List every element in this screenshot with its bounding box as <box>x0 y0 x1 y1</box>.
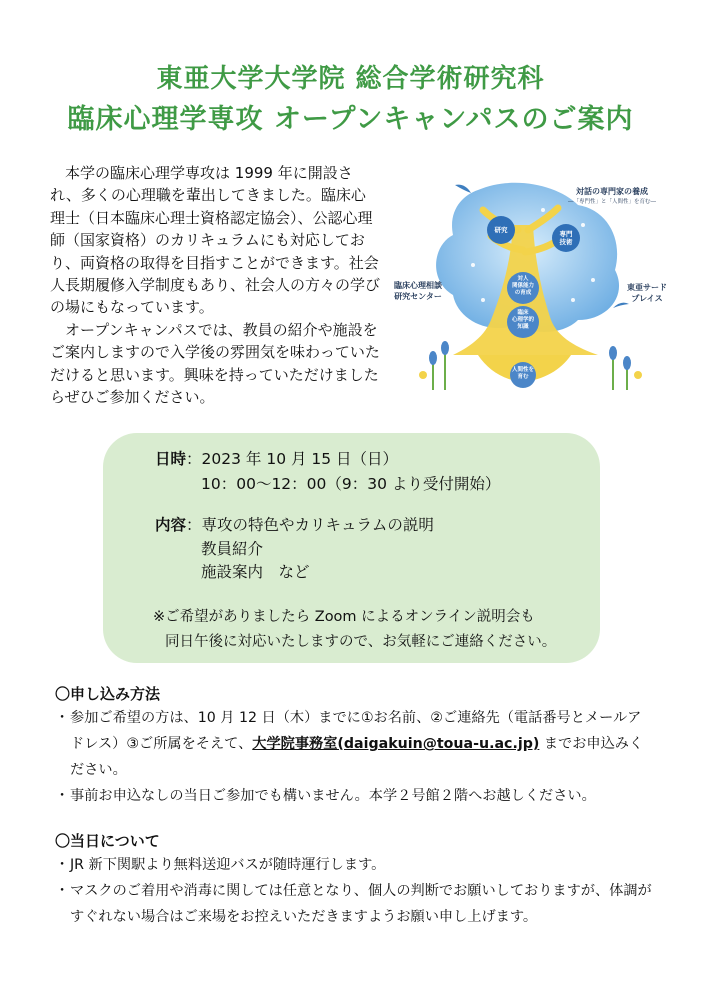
illus-trunk-3: の育成 <box>514 290 532 296</box>
event-content-1: 専攻の特色やカリキュラムの説明 <box>201 516 434 534</box>
illus-trunk-2: 関係能力 <box>511 283 534 289</box>
illus-root-bubble <box>509 367 537 381</box>
event-date-label: 日時 <box>155 450 187 468</box>
office-email-link[interactable]: 大学院事務室(daigakuin@toua-u.ac.jp) <box>252 736 540 752</box>
illus-trunk-4: 臨床 <box>517 310 529 316</box>
intro-paragraph-1-text: 本学の臨床心理学専攻は 1999 年に開設され、多くの心理職を輩出してきました。臨床心理士（日本臨床心理士資格認定協会）、公認心理師（国家資格）のカリキュラムにも対応しており、両資格の取得を目指すことができます。社会人長期履修入学制度もあり、社会人の方々の学びの場にもなっています。 <box>50 164 381 317</box>
application-bullet-1-before: 参加ご希望の方は、10 月 12 日（木）までに①お名前、②ご連絡先（電話番号とメールアドレス）③ご所属をそえて、 <box>70 710 642 752</box>
event-content-2: 教員紹介 <box>201 540 264 558</box>
event-content-row: 内容：専攻の特色やカリキュラムの説明 <box>155 516 434 534</box>
illus-trunk-upper <box>505 276 541 297</box>
application-bullet-2: ・ 事前お申込なしの当日ご参加でも構いません。本学２号館２階へお越しください。 <box>55 783 655 809</box>
page-title-line2: 臨床心理学専攻 オープンキャンパスのご案内 <box>67 104 634 135</box>
illus-left-label-2: 研究センター <box>394 292 442 301</box>
intro-paragraph-1 <box>50 162 380 319</box>
application-bullet-1-after: までお申込みください。 <box>70 736 644 778</box>
dayof-bullet-2: ・ マスクのご着用や消毒に関しては任意となり、個人の判断でお願いしておりますが、体調がすぐれない場合はご来場をお控えいただきますようお願い申し上げます。 <box>55 878 655 930</box>
application-heading: 〇申し込み方法 <box>55 685 161 703</box>
illus-top-label <box>551 186 673 208</box>
application-text <box>55 705 655 809</box>
dayof-bullet-1: ・ JR 新下関駅より無料送迎バスが随時運行します。 <box>55 852 655 878</box>
event-content-3: 施設案内 など <box>201 563 310 581</box>
illus-root-1: 人間性を <box>511 367 534 373</box>
page-title-line1: 東亜大学大学院 総合学術研究科 <box>156 64 545 94</box>
intro-paragraph-2 <box>50 319 380 409</box>
illus-expert-bubble <box>552 230 580 246</box>
illus-trunk-5: 心理学的 <box>511 317 534 323</box>
tree-illustration <box>383 170 673 395</box>
illus-trunk-6: 知識 <box>517 324 529 330</box>
application-bullet-1 <box>55 705 655 783</box>
illus-right-label <box>621 282 673 304</box>
dayof-heading: 〇当日について <box>55 832 160 850</box>
illus-left-label <box>383 280 453 302</box>
illus-right-label-2: プレイス <box>631 294 663 303</box>
illus-left-label-1: 臨床心理相談 <box>394 281 442 290</box>
zoom-note-2: 同日午後に対応いたしますので、お気軽にご連絡ください。 <box>165 634 557 650</box>
illus-top-sub: ―「専門性」と「人間性」を育む― <box>567 199 656 205</box>
dayof-text <box>55 852 655 930</box>
event-date-row: 日時：2023 年 10 月 15 日（日） <box>155 450 399 468</box>
illus-research-bubble: 研究 <box>494 226 508 234</box>
illus-trunk-1: 対人 <box>517 276 529 282</box>
event-info-box <box>103 433 600 663</box>
intro-text <box>50 162 380 408</box>
intro-paragraph-2-text: オープンキャンパスでは、教員の紹介や施設をご案内しますので入学後の雰囲気を味わっていただけると思います。興味を持っていただけましたらぜひご参加ください。 <box>50 320 380 407</box>
illus-expert-2: 技術 <box>559 238 573 246</box>
illus-right-label-1: 東亜サード <box>627 283 667 292</box>
event-date-value: 2023 年 10 月 15 日（日） <box>201 450 399 468</box>
illus-expert-1: 専門 <box>559 230 573 238</box>
event-time-value: 10：00〜12：00（9：30 より受付開始） <box>201 475 501 493</box>
illus-root-2: 育む <box>517 374 529 380</box>
event-content-label: 内容 <box>155 516 187 534</box>
illus-top-label-text: 対話の専門家の養成 <box>576 187 648 196</box>
zoom-note-1: ※ご希望がありましたら Zoom によるオンライン説明会も <box>153 609 535 625</box>
illus-trunk-lower <box>505 310 541 331</box>
